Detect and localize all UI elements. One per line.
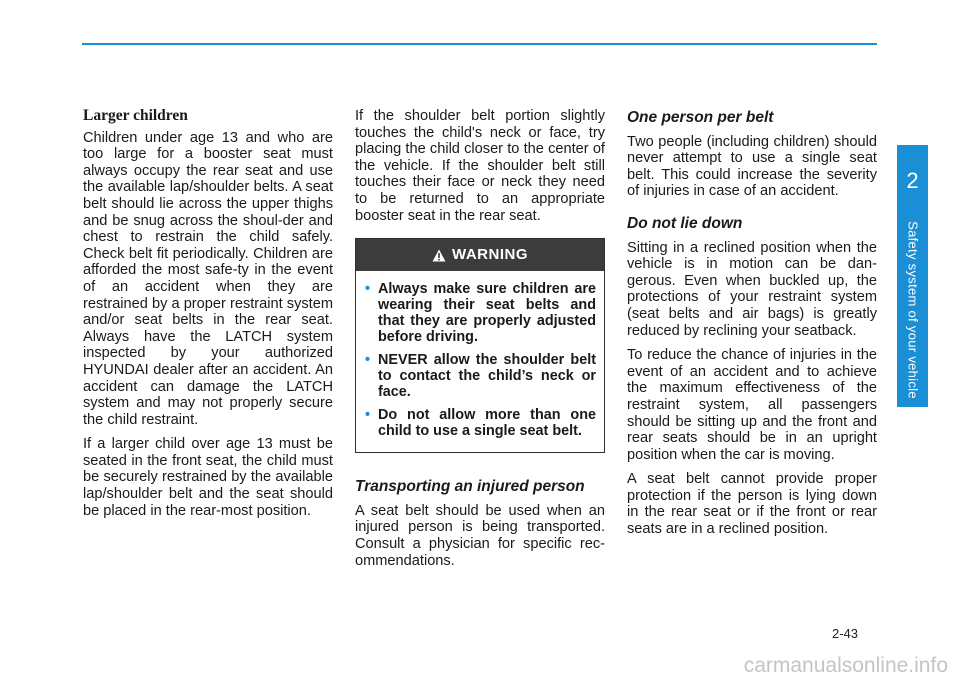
section-heading-injured-person: Transporting an injured person <box>355 478 585 496</box>
warning-title: WARNING <box>452 245 528 263</box>
warning-header <box>356 239 604 271</box>
bullet-icon: • <box>365 281 371 298</box>
section-heading-one-person: One person per belt <box>627 109 774 126</box>
paragraph: Children under age 13 and who are too large for a booster seat must always occupy the rear seat and use the available lap/shoulder belts. A seat belt should lie across the upper thighs and be snug across the shoul-der and chest to restrain the child safely. Check belt fit periodically. Children are afforded the most safe-ty in the event of an accident when they are restrained by a proper restraint system and/or seat belts in the rear seat. Always have the LATCH system inspected by your authorized HYUNDAI dealer after an accident. An accident can damage the LATCH system and may not properly secure the child restraint. <box>83 129 333 428</box>
warning-item: • Do not allow more than one child to use a single seat belt. <box>365 407 596 440</box>
warning-list <box>356 271 604 452</box>
warning-triangle-icon <box>432 249 446 262</box>
warning-item: • Always make sure children are wearing their seat belts and that they are properly adjusted before driving. <box>365 281 596 346</box>
chapter-number: 2 <box>906 168 919 193</box>
page-number: 2-43 <box>832 626 859 641</box>
paragraph: Sitting in a reclined position when the vehicle is in motion can be dan-gerous. Even when buckled up, the protections of your restraint system (seat belts and air bags) is greatly reduced by reclining your seatback. <box>627 239 877 339</box>
paragraph: A seat belt cannot provide proper protection if the person is lying down in the rear seat or if the front or rear seats are in a reclined position. <box>627 471 877 538</box>
middle-column <box>355 108 605 577</box>
paragraph: If the shoulder belt portion slightly touches the child's neck or face, try placing the child closer to the center of the vehicle. If the shoulder belt still touches their face or neck they need to be returned to an appropriate booster seat in the rear seat. <box>355 108 605 224</box>
header-rule <box>82 43 877 45</box>
bullet-icon: • <box>365 407 371 424</box>
paragraph: Two people (including children) should never attempt to use a single seat belt. This could increase the severity of injuries in case of an accident. <box>627 133 877 200</box>
right-column <box>627 108 877 546</box>
watermark: carmanualsonline.info <box>743 654 948 677</box>
section-heading-lie-down: Do not lie down <box>627 214 743 232</box>
left-column <box>83 108 333 527</box>
paragraph: If a larger child over age 13 must be seated in the front seat, the child must be securely restrained by the available lap/shoulder belt and the seat should be placed in the rear-most position. <box>83 436 333 519</box>
paragraph: To reduce the chance of injuries in the event of an accident and to achieve the maximum effectiveness of the restraint system, all passengers should be sitting up and the front and rear seats should be in an upright position when the car is moving. <box>627 347 877 463</box>
chapter-title: Safety system of your vehicle <box>905 221 921 399</box>
warning-item: • NEVER allow the shoulder belt to contact the child’s neck or face. <box>365 352 596 401</box>
section-heading-larger-children: Larger children <box>83 107 188 124</box>
paragraph: A seat belt should be used when an injured person is being transported. Consult a physician for specific rec-ommendations. <box>355 502 605 569</box>
bullet-icon: • <box>365 352 371 369</box>
warning-box <box>355 238 605 453</box>
